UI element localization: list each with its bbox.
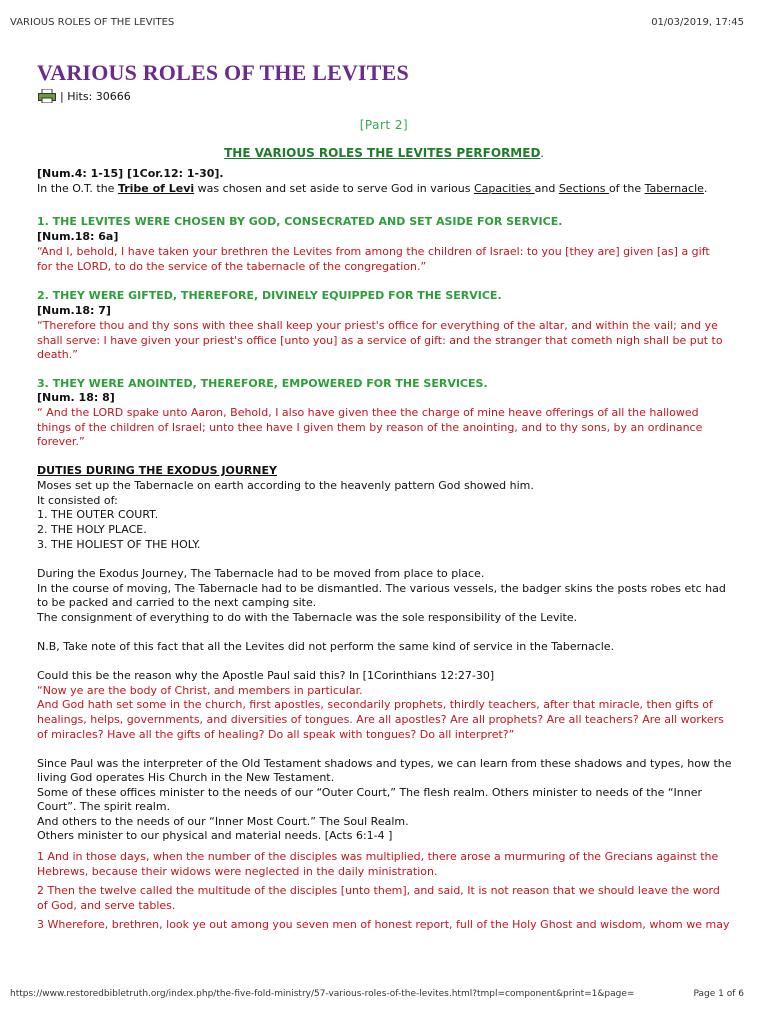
- acts-verse: of God, and serve tables.: [37, 899, 176, 912]
- since-line: Others minister to our physical and material needs. [Acts 6:1-4 ]: [37, 829, 393, 842]
- print-header-datetime: 01/03/2019, 17:45: [651, 17, 744, 28]
- nb-note: N.B, Take note of this fact that all the Levites did not perform the same kind of service in the Tabernacle.: [37, 640, 615, 653]
- quote-1-line: for the LORD, to do the service of the tabernacle of the congregation.”: [37, 260, 427, 273]
- duties-line: It consisted of:: [37, 494, 118, 507]
- intro-paragraph: In the O.T. the Tribe of Levi was chosen and set aside to serve God in various Capacities and Sections of the Tabernacle.: [37, 182, 708, 195]
- since-line: And others to the needs of our “Inner Most Court.” The Soul Realm.: [37, 815, 409, 828]
- quote-1-line: “And I, behold, I have taken your brethren the Levites from among the children of Israel: to you [they are] given [as] a gift: [37, 245, 710, 258]
- scripture-ref: [Num.4: 1-15] [1Cor.12: 1-30].: [37, 167, 224, 180]
- corinthians-intro: Could this be the reason why the Apostle Paul said this? In [1Corinthians 12:27-30]: [37, 669, 495, 682]
- ref-3: [Num. 18: 8]: [37, 391, 115, 404]
- acts-verse: Hebrews, because their widows were neglected in the daily ministration.: [37, 865, 438, 878]
- hits-count: | Hits: 30666: [60, 89, 131, 103]
- quote-2-line: death.”: [37, 348, 78, 361]
- print-header-title: VARIOUS ROLES OF THE LEVITES: [10, 17, 175, 28]
- exodus-line: In the course of moving, The Tabernacle had to be dismantled. The various vessels, the badger skins the posts robes etc had: [37, 582, 726, 595]
- ref-1: [Num.18: 6a]: [37, 230, 119, 243]
- exodus-line: The consignment of everything to do with the Tabernacle was the sole responsibility of the Levite.: [37, 611, 578, 624]
- quote-2-line: shall serve: I have given your priest's office [unto you] as a service of gift: and the stranger that cometh nigh shall be put to: [37, 334, 723, 347]
- acts-verse: 2 Then the twelve called the multitude of the disciples [unto them], and said, It is not reason that we should leave the word: [37, 884, 720, 897]
- ref-2: [Num.18: 7]: [37, 304, 111, 317]
- acts-verse: 1 And in those days, when the number of the disciples was multiplied, there arose a murmuring of the Grecians against the: [37, 850, 719, 863]
- since-line: Court”. The spirit realm.: [37, 800, 171, 813]
- exodus-line: to be packed and carried to the next camping site.: [37, 596, 317, 609]
- duties-line: Moses set up the Tabernacle on earth according to the heavenly pattern God showed him.: [37, 479, 534, 492]
- corinthians-quote: of miracles? Have all the gifts of healing? Do all speak with tongues? Do all interpret?”: [37, 728, 515, 741]
- print-footer-page: Page 1 of 6: [693, 989, 744, 999]
- quote-3-line: “ And the LORD spake unto Aaron, Behold, I also have given thee the charge of mine heave offerings of all the hallowed: [37, 406, 699, 419]
- since-line: Some of these offices minister to the needs of our “Outer Court,” The flesh realm. Others minister to needs of the “Inner: [37, 786, 703, 799]
- duties-line: 3. THE HOLIEST OF THE HOLY.: [37, 538, 201, 551]
- print-footer-url: https://www.restoredbibletruth.org/index.php/the-five-fold-ministry/57-various-roles-of-the-levites.html?tmpl=component&print=1&page=: [10, 989, 635, 999]
- printer-icon[interactable]: [38, 89, 56, 103]
- heading-3: 3. THEY WERE ANOINTED, THEREFORE, EMPOWERED FOR THE SERVICES.: [37, 377, 488, 390]
- quote-2-line: “Therefore thou and thy sons with thee shall keep your priest's office for everything of the altar, and within the vail; and ye: [37, 319, 718, 332]
- corinthians-quote: “Now ye are the body of Christ, and members in particular.: [37, 684, 363, 697]
- corinthians-quote: healings, helps, governments, and diversities of tongues. Are all apostles? Are all prophets? Are all teachers? Are all workers: [37, 713, 724, 726]
- quote-3-line: things of the children of Israel; unto thee have I given them by reason of the anointing, and to thy sons, by an ordinance: [37, 421, 703, 434]
- since-line: Since Paul was the interpreter of the Old Testament shadows and types, we can learn from these shadows and types, how the: [37, 757, 732, 770]
- corinthians-quote: And God hath set some in the church, first apostles, secondarily prophets, thirdly teachers, after that miracle, then gifts of: [37, 698, 713, 711]
- heading-1: 1. THE LEVITES WERE CHOSEN BY GOD, CONSECRATED AND SET ASIDE FOR SERVICE.: [37, 215, 563, 228]
- acts-verse: 3 Wherefore, brethren, look ye out among you seven men of honest report, full of the Holy Ghost and wisdom, whom we may: [37, 918, 730, 931]
- heading-2: 2. THEY WERE GIFTED, THEREFORE, DIVINELY EQUIPPED FOR THE SERVICE.: [37, 289, 502, 302]
- part-label: [Part 2]: [359, 118, 409, 132]
- hits-row: [38, 89, 131, 103]
- duties-line: 2. THE HOLY PLACE.: [37, 523, 147, 536]
- page-title: VARIOUS ROLES OF THE LEVITES: [37, 60, 409, 85]
- duties-line: 1. THE OUTER COURT.: [37, 508, 159, 521]
- section-subtitle: THE VARIOUS ROLES THE LEVITES PERFORMED.: [224, 146, 544, 160]
- since-line: living God operates His Church in the New Testament.: [37, 771, 335, 784]
- exodus-line: During the Exodus Journey, The Tabernacle had to be moved from place to place.: [37, 567, 485, 580]
- quote-3-line: forever.”: [37, 435, 85, 448]
- duties-heading: DUTIES DURING THE EXODUS JOURNEY: [37, 464, 277, 477]
